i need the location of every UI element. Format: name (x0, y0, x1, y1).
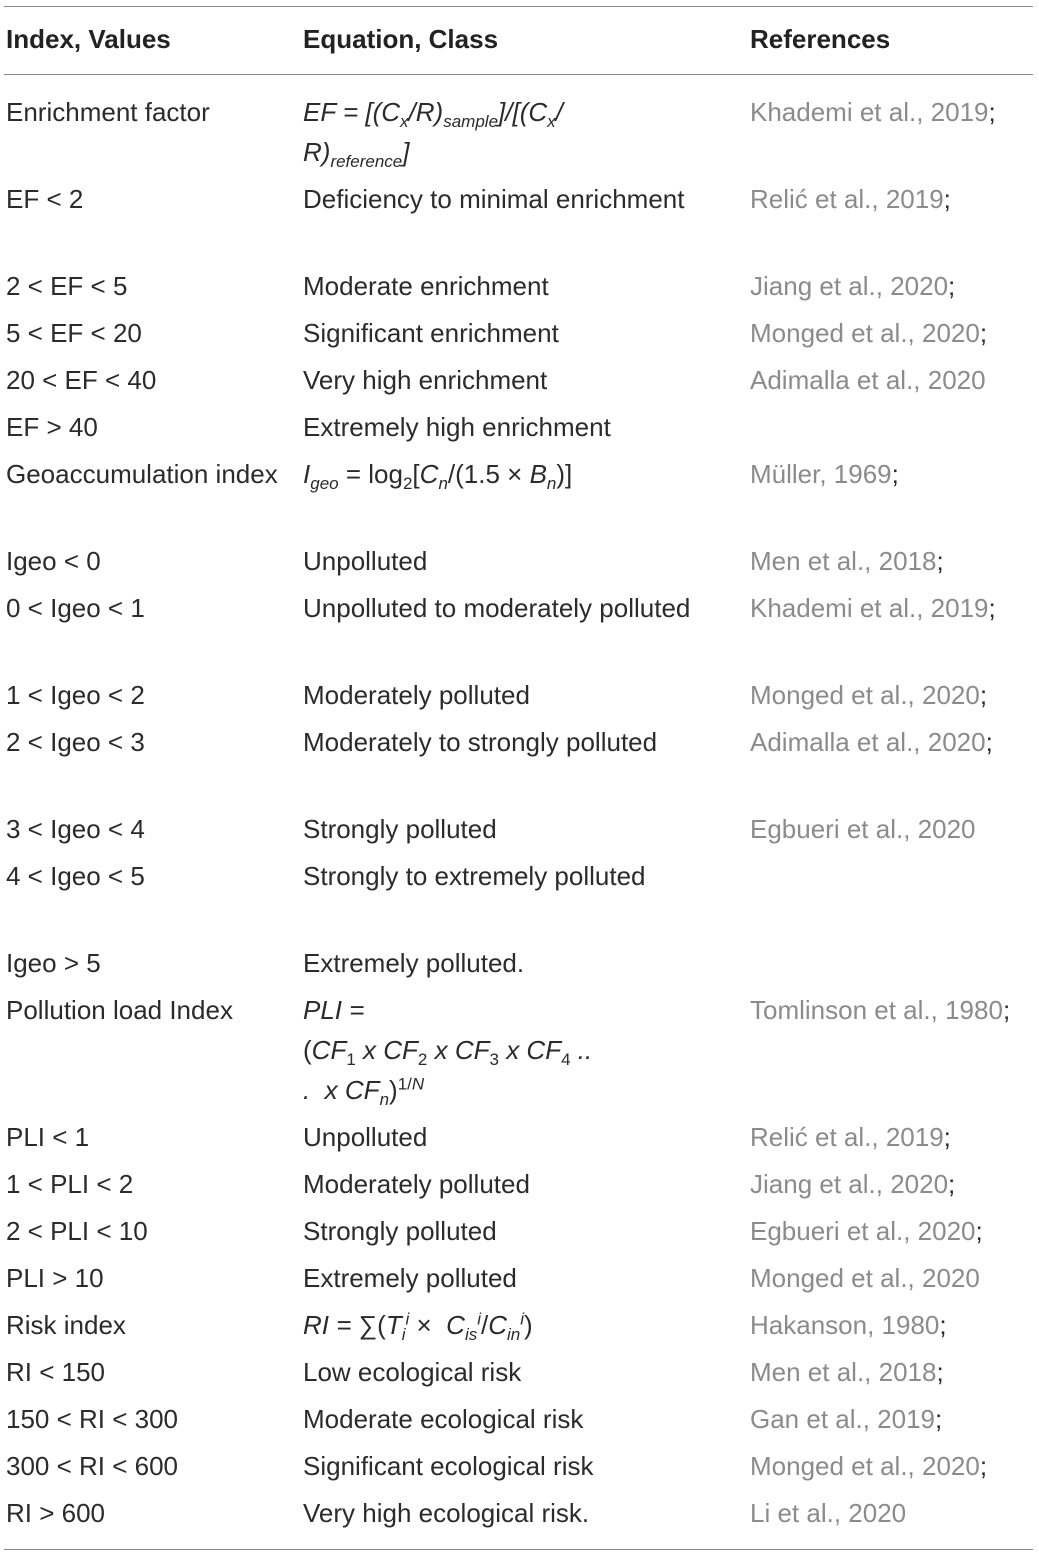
index-cell: 300 < RI < 600 (6, 1451, 179, 1481)
reference-cell (750, 266, 1039, 306)
reference-separator: ; (979, 318, 988, 348)
reference-link[interactable]: Monged et al., 2020 (750, 1451, 980, 1481)
reference-cell (750, 1305, 1039, 1345)
table-row (0, 1258, 1039, 1305)
table-row (0, 675, 1039, 722)
reference-separator: ; (1002, 995, 1011, 1025)
reference-separator: ; (939, 1310, 947, 1340)
reference-cell (750, 92, 1039, 132)
reference-cell (750, 454, 1039, 494)
reference-link[interactable]: Li et al., 2020 (750, 1498, 907, 1528)
index-cell: Risk index (6, 1310, 126, 1340)
class-cell: Unpolluted (303, 1122, 428, 1152)
class-cell: Moderately polluted (303, 680, 530, 710)
class-cell: Extremely polluted. (303, 948, 525, 978)
table-row (0, 1117, 1039, 1164)
index-cell: 2 < PLI < 10 (6, 1216, 148, 1246)
table-row (0, 809, 1039, 856)
index-cell: EF < 2 (6, 184, 84, 214)
index-cell: 1 < Igeo < 2 (6, 680, 145, 710)
table-row (0, 1305, 1039, 1352)
class-cell: Strongly polluted (303, 1216, 497, 1246)
reference-cell (750, 360, 1039, 400)
table-header (0, 24, 1039, 60)
reference-link[interactable]: Jiang et al., 2020 (750, 1169, 949, 1199)
index-cell: PLI > 10 (6, 1263, 104, 1293)
index-cell: 2 < Igeo < 3 (6, 727, 145, 757)
class-cell: Moderately polluted (303, 1169, 530, 1199)
table-row (0, 360, 1039, 407)
reference-link[interactable]: Adimalla et al., 2020 (750, 727, 986, 757)
reference-link[interactable]: Monged et al., 2020 (750, 1263, 980, 1293)
class-cell: Low ecological risk (303, 1357, 522, 1387)
reference-cell (750, 313, 1039, 353)
reference-cell (750, 1164, 1039, 1204)
class-cell: Unpolluted to moderately polluted (303, 593, 691, 623)
index-cell: Igeo < 0 (6, 546, 101, 576)
reference-link[interactable]: Relić et al., 2019 (750, 184, 944, 214)
reference-separator: ; (979, 1451, 988, 1481)
index-cell: 150 < RI < 300 (6, 1404, 179, 1434)
reference-link[interactable]: Jiang et al., 2020 (750, 271, 949, 301)
reference-cell (750, 675, 1039, 715)
index-cell: Igeo > 5 (6, 948, 101, 978)
top-rule (4, 6, 1033, 7)
header-index: Index, Values (6, 24, 171, 54)
reference-cell (750, 1117, 1039, 1157)
reference-cell (750, 1258, 1039, 1298)
class-cell: Moderately to strongly polluted (303, 727, 658, 757)
reference-link[interactable]: Tomlinson et al., 1980 (750, 995, 1003, 1025)
class-cell: Moderate enrichment (303, 271, 549, 301)
class-cell: Very high ecological risk. (303, 1498, 590, 1528)
index-cell: 0 < Igeo < 1 (6, 593, 145, 623)
reference-cell (750, 1446, 1039, 1486)
header-references: References (750, 24, 891, 54)
class-cell: Strongly to extremely polluted (303, 861, 646, 891)
reference-separator: ; (975, 1216, 983, 1246)
index-cell: 4 < Igeo < 5 (6, 861, 145, 891)
table-row (0, 1446, 1039, 1493)
table-row (0, 407, 1039, 454)
index-cell: Geoaccumulation index (6, 459, 278, 489)
index-cell: 2 < EF < 5 (6, 271, 128, 301)
reference-separator: ; (948, 271, 956, 301)
reference-link[interactable]: Khademi et al., 2019 (750, 593, 989, 623)
index-cell: Pollution load Index (6, 995, 233, 1025)
reference-link[interactable]: Müller, 1969 (750, 459, 892, 489)
reference-separator: ; (936, 546, 944, 576)
reference-separator: ; (948, 1169, 956, 1199)
reference-cell (750, 990, 1039, 1030)
index-cell: EF > 40 (6, 412, 98, 442)
class-cell: Significant ecological risk (303, 1451, 594, 1481)
class-cell: Deficiency to minimal enrichment (303, 184, 685, 214)
reference-link[interactable]: Adimalla et al., 2020 (750, 365, 986, 395)
reference-cell (750, 588, 1039, 628)
index-cell: RI < 150 (6, 1357, 106, 1387)
equation-cell: RI = $\sum(T_i^i \times C_{is}^i/C_{in}^i)$ (303, 1309, 533, 1345)
reference-separator: ; (936, 1357, 944, 1387)
table-row (0, 722, 1039, 809)
reference-separator: ; (988, 593, 996, 623)
class-cell: Strongly polluted (303, 814, 497, 844)
table-row (0, 313, 1039, 360)
equation-cell: EF = $[(C_x/R)_{sample}]/[(C_x/$ $R)_{reference}$] (303, 97, 563, 172)
index-cell: Enrichment factor (6, 97, 210, 127)
class-cell: Extremely high enrichment (303, 412, 611, 442)
reference-link[interactable]: Hakanson, 1980 (750, 1310, 940, 1340)
index-cell: RI > 600 (6, 1498, 106, 1528)
reference-separator: ; (943, 184, 951, 214)
table-row (0, 856, 1039, 943)
reference-link[interactable]: Gan et al., 2019 (750, 1404, 936, 1434)
reference-link[interactable]: Egbueri et al., 2020 (750, 1216, 976, 1246)
reference-cell (750, 541, 1039, 581)
reference-link[interactable]: Khademi et al., 2019 (750, 97, 989, 127)
reference-separator: ; (979, 680, 988, 710)
reference-separator: ; (943, 1122, 951, 1152)
reference-cell (750, 179, 1039, 219)
table-row (0, 266, 1039, 313)
reference-link[interactable]: Monged et al., 2020 (750, 318, 980, 348)
table-row (0, 1211, 1039, 1258)
reference-link[interactable]: Egbueri et al., 2020 (750, 814, 976, 844)
equation-cell: $I_{geo} = \log_2[C_n/(1.5 \times B_n)]$ (303, 459, 573, 494)
table-row (0, 1493, 1039, 1540)
reference-link[interactable]: Men et al., 2018 (750, 546, 937, 576)
reference-link[interactable]: Relić et al., 2019 (750, 1122, 944, 1152)
index-cell: 1 < PLI < 2 (6, 1169, 134, 1199)
equation-cell: PLI = ($CF_1$ x $CF_2$ x $CF_3$ x $CF_4$ .. . x $CF_n)^{1/N}$ (303, 995, 593, 1110)
reference-cell (750, 1352, 1039, 1392)
reference-cell (750, 1399, 1039, 1439)
table-row (0, 179, 1039, 266)
reference-cell (750, 1493, 1039, 1533)
class-cell: Moderate ecological risk (303, 1404, 584, 1434)
reference-link[interactable]: Monged et al., 2020 (750, 680, 980, 710)
reference-separator: ; (935, 1404, 943, 1434)
table-row (0, 1164, 1039, 1211)
table-row (0, 541, 1039, 588)
reference-cell (750, 809, 1039, 849)
reference-separator: ; (988, 97, 996, 127)
table-row (0, 92, 1039, 179)
header-rule (4, 74, 1033, 75)
table-body (0, 92, 1039, 1540)
table-row (0, 1399, 1039, 1446)
class-cell: Significant enrichment (303, 318, 559, 348)
index-cell: 3 < Igeo < 4 (6, 814, 145, 844)
reference-cell (750, 1211, 1039, 1251)
index-cell: 5 < EF < 20 (6, 318, 142, 348)
bottom-rule (4, 1549, 1033, 1550)
table-row (0, 943, 1039, 990)
table-row (0, 990, 1039, 1117)
class-cell: Unpolluted (303, 546, 428, 576)
reference-cell (750, 722, 1039, 762)
reference-link[interactable]: Men et al., 2018 (750, 1357, 937, 1387)
class-cell: Extremely polluted (303, 1263, 517, 1293)
index-cell: 20 < EF < 40 (6, 365, 157, 395)
class-cell: Very high enrichment (303, 365, 548, 395)
reference-separator: ; (891, 459, 899, 489)
table-row (0, 1352, 1039, 1399)
header-equation: Equation, Class (303, 24, 499, 54)
table-row (0, 588, 1039, 675)
index-cell: PLI < 1 (6, 1122, 90, 1152)
table-row (0, 454, 1039, 541)
reference-separator: ; (985, 727, 993, 757)
